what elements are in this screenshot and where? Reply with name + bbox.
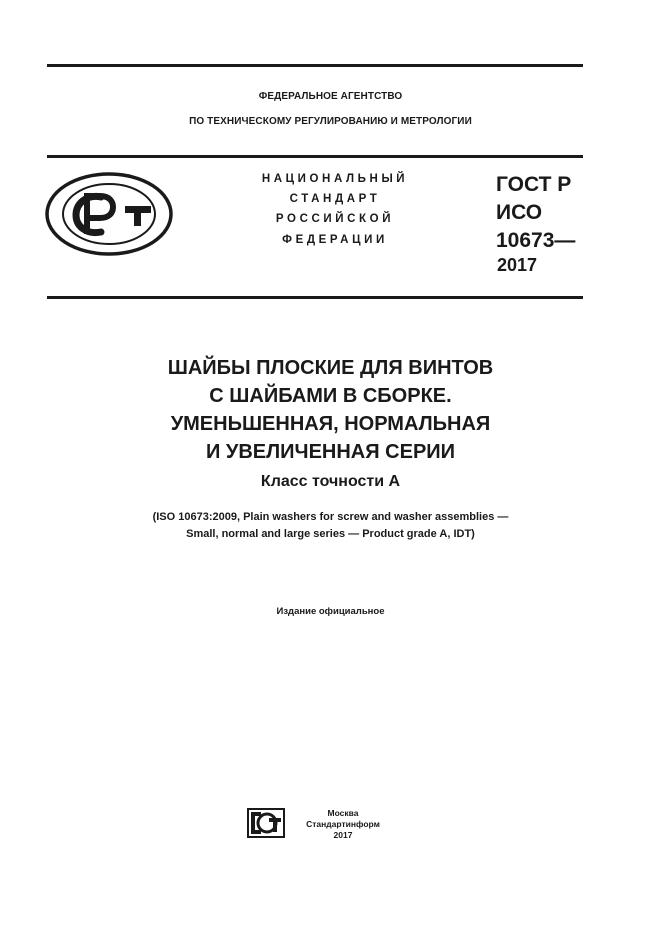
agency-name-line-2: ПО ТЕХНИЧЕСКОМУ РЕГУЛИРОВАНИЮ И МЕТРОЛОГИИ	[189, 116, 472, 127]
iso-reference-line-1: (ISO 10673:2009, Plain washers for screw and washer assemblies —	[152, 511, 509, 523]
standard-type-line-4: ФЕДЕРАЦИИ	[282, 234, 388, 246]
standard-type-line-3: РОССИЙСКОЙ	[275, 213, 395, 225]
top-rule	[47, 64, 583, 67]
publisher-city: Москва	[327, 808, 359, 818]
document-title-line-3: УМЕНЬШЕННАЯ, НОРМАЛЬНАЯ	[170, 413, 491, 435]
standard-type-line-1: НАЦИОНАЛЬНЫЙ	[261, 173, 409, 185]
designation-line-3: 10673—	[496, 229, 576, 252]
designation-line-2: ИСО	[496, 201, 543, 224]
header-rule	[47, 155, 583, 158]
publication-year: 2017	[333, 830, 353, 840]
agency-name-line-1: ФЕДЕРАЛЬНОЕ АГЕНТСТВО	[258, 91, 403, 102]
accuracy-class-subtitle: Класс точности А	[260, 473, 401, 490]
designation-year: 2017	[497, 255, 538, 275]
standartinform-logo-icon	[247, 808, 285, 838]
designation-rule	[47, 296, 583, 299]
document-title-line-2: С ШАЙБАМИ В СБОРКЕ.	[209, 385, 452, 407]
document-title-line-4: И УВЕЛИЧЕННАЯ СЕРИИ	[205, 441, 456, 463]
edition-label: Издание официальное	[276, 606, 385, 617]
publisher-name: Стандартинформ	[306, 819, 380, 829]
standard-type-line-2: СТАНДАРТ	[289, 193, 381, 205]
iso-reference-line-2: Small, normal and large series — Product grade A, IDT)	[186, 528, 475, 540]
rst-certification-mark-icon	[45, 172, 173, 256]
document-title-line-1: ШАЙБЫ ПЛОСКИЕ ДЛЯ ВИНТОВ	[167, 357, 494, 379]
designation-line-1: ГОСТ Р	[496, 173, 572, 196]
